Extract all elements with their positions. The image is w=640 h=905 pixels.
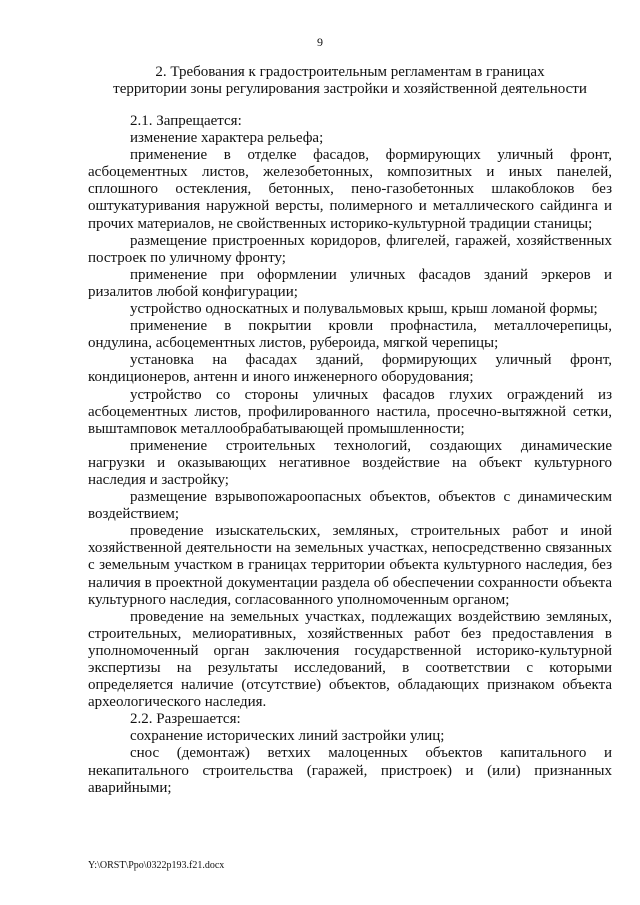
prohibition-item: применение в отделке фасадов, формирующих уличный фронт, асбоцементных листов, железобетонных, композитных и иных панелей, сплошного остекления, бетонных, пено-газобетонных шлакоблоков без оштукатуривания наружной версты, полимерного и металлического сайдинга и прочих материалов, не свойственных историко-культурной традиции станицы; [88, 147, 612, 232]
section-heading-line-1: 2. Требования к градостроительным регламентам в границах [155, 64, 545, 80]
prohibition-item: применение при оформлении уличных фасадов зданий эркеров и ризалитов любой конфигурации; [88, 266, 612, 300]
permission-item: сохранение исторических линий застройки улиц; [130, 728, 445, 745]
prohibition-item: изменение характера рельефа; [130, 130, 324, 147]
prohibition-item: проведение изыскательских, земляных, строительных работ и иной хозяйственной деятельности на земельных участках, непосредственно связанных с земельным участком в границах территории объекта культурного наследия, без наличия в проектной документации раздела об обеспечении сохранности объекта культурного наследия, согласованного уполномоченным органом; [88, 523, 612, 608]
subsection-title-2-2: 2.2. Разрешается: [130, 711, 241, 728]
prohibition-item: применение строительных технологий, создающих динамические нагрузки и оказывающих негативное воздействие на объект культурного наследия и застройку; [88, 437, 612, 488]
document-body [88, 113, 612, 797]
prohibition-item: установка на фасадах зданий, формирующих уличный фронт, кондиционеров, антенн и иного инженерного оборудования; [88, 352, 612, 386]
section-heading-line-2: территории зоны регулирования застройки и хозяйственной деятельности [113, 81, 587, 97]
prohibition-item: проведение на земельных участках, подлежащих воздействию земляных, строительных, мелиоративных, хозяйственных работ без предоставления в уполномоченный орган заключения государственной историко-культурной экспертизы на результаты исследований, в соответствии с которыми определяется наличие (отсутствие) объектов, обладающих признаком объекта археологического наследия. [88, 608, 612, 711]
file-path-footer: Y:\ORST\Ppo\0322p193.f21.docx [88, 860, 225, 871]
permission-item: снос (демонтаж) ветхих малоценных объектов капитального и некапитального строительства (гаражей, пристроек) и (или) признанных аварийными; [88, 745, 612, 796]
section-heading [88, 64, 612, 98]
prohibition-item: устройство односкатных и полувальмовых крыш, крыш ломаной формы; [130, 301, 598, 318]
page-number: 9 [317, 35, 323, 49]
prohibition-item: устройство со стороны уличных фасадов глухих ограждений из асбоцементных листов, профилированного настила, просечно-вытяжной сетки, выштамповок металлообрабатывающей промышленности; [88, 386, 612, 437]
prohibition-item: размещение пристроенных коридоров, флигелей, гаражей, хозяйственных построек по уличному фронту; [88, 232, 612, 266]
prohibition-item: применение в покрытии кровли профнастила, металлочерепицы, ондулина, асбоцементных листов, рубероида, мягкой черепицы; [88, 318, 612, 352]
subsection-title-2-1: 2.1. Запрещается: [130, 113, 242, 129]
prohibition-item: размещение взрывопожароопасных объектов, объектов с динамическим воздействием; [88, 489, 612, 523]
